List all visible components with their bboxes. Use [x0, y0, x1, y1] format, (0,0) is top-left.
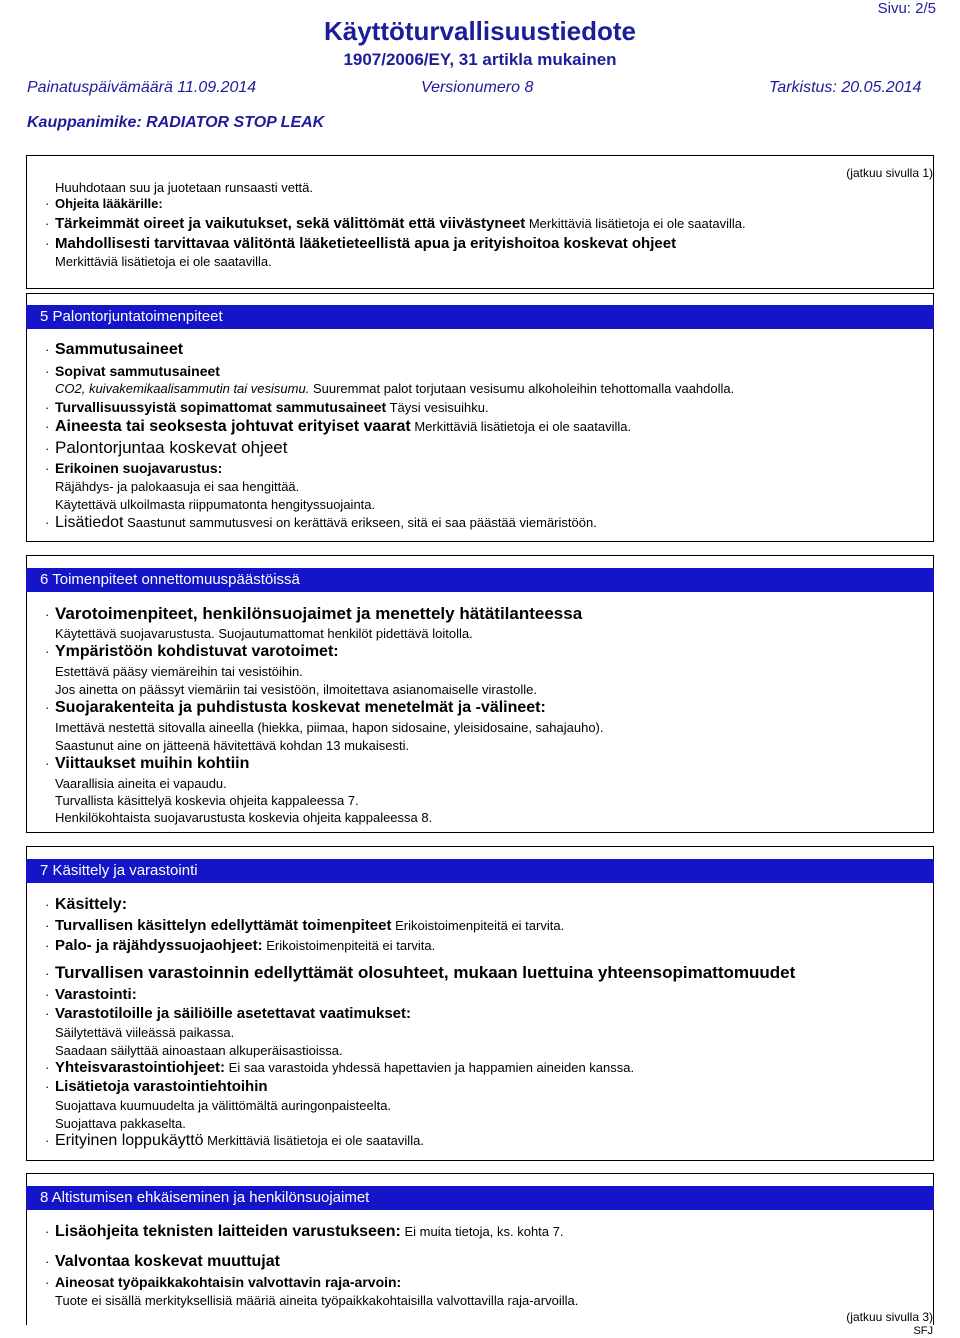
storage-conditions-heading: · Turvallisen varastoinnin edellyttämät olosuhteet, mukaan luettuina yhteensopimattomuudet: [45, 963, 796, 982]
continued-from: (jatkuu sivulla 1): [846, 166, 933, 180]
environmental-precautions-text-1: Estettävä pääsy viemäreihin tai vesistöihin.: [55, 664, 303, 679]
footer-code: SFJ: [913, 1325, 933, 1337]
trade-name: Kauppanimike: RADIATOR STOP LEAK: [27, 114, 325, 131]
handling-heading: · Käsittely:: [45, 896, 128, 913]
references-text-3: Henkilökohtaista suojavarustusta koskevia ohjeita kappaleessa 8.: [55, 810, 433, 825]
unsuitable-media-line: · Turvallisuussyistä sopimattomat sammutusaineet Täysi vesisuihku.: [45, 399, 489, 415]
protective-equipment-heading: · Erikoinen suojavarustus:: [45, 460, 223, 476]
storage-rooms-text-2: Saadaan säilyttää ainoastaan alkuperäisastioissa.: [55, 1043, 343, 1058]
protective-equipment-text-2: Käytettävä ulkoilmasta riippumatonta hengityssuojainta.: [55, 497, 376, 512]
firefighting-advice-heading: · Palontorjuntaa koskevat ohjeet: [45, 438, 288, 457]
storage-further-info-text-2: Suojattava pakkaselta.: [55, 1116, 186, 1131]
medical-attention-text: Merkittäviä lisätietoja ei ole saatavilla.: [55, 254, 272, 269]
storage-rooms-heading: · Varastotiloille ja säiliöille asetettavat vaatimukset:: [45, 1005, 411, 1022]
suitable-media-heading: · Sopivat sammutusaineet: [45, 363, 220, 379]
additional-info-line: · Lisätiedot Saastunut sammutusvesi on kerättävä erikseen, sitä ei saa päästää viemäristöön.: [45, 514, 597, 531]
section-8-title: 8 Altistumisen ehkäiseminen ja henkilönsuojaimet: [26, 1186, 934, 1210]
section-7-title: 7 Käsittely ja varastointi: [26, 859, 934, 883]
joint-storage-line: · Yhteisvarastointiohjeet: Ei saa varastoida yhdessä hapettavien ja happamien aineiden kanssa.: [45, 1059, 635, 1076]
fire-protection-line: · Palo- ja räjähdyssuojaohjeet: Erikoistoimenpiteitä ei tarvita.: [45, 937, 436, 954]
page-number: Sivu: 2/5: [877, 0, 936, 17]
containment-heading: · Suojarakenteita ja puhdistusta koskevat menetelmät ja -välineet:: [45, 699, 546, 716]
environmental-precautions-text-2: Jos ainetta on päässyt viemäriin tai vesistöön, ilmoitettava asianomaiselle virastolle.: [55, 682, 537, 697]
suitable-media-text: CO2, kuivakemikaalisammutin tai vesisumu. Suuremmat palot torjutaan vesisumu alkoholeihin tehottomalla vaahdolla.: [55, 381, 735, 396]
references-text-1: Vaarallisia aineita ei vapaudu.: [55, 776, 227, 791]
storage-heading: · Varastointi:: [45, 986, 137, 1003]
containment-text-2: Saastunut aine on jätteenä hävitettävä kohdan 13 mukaisesti.: [55, 738, 410, 753]
protective-equipment-text-1: Räjähdys- ja palokaasuja ei saa hengittää.: [55, 479, 300, 494]
continued-to: (jatkuu sivulla 3): [846, 1310, 933, 1324]
safe-handling-line: · Turvallisen käsittelyn edellyttämät toimenpiteet Erikoistoimenpiteitä ei tarvita.: [45, 917, 565, 934]
version-number: Versionumero 8: [421, 79, 534, 96]
rinse-text: Huuhdotaan suu ja juotetaan runsaasti vettä.: [55, 180, 314, 195]
document-title: Käyttöturvallisuustiedote: [323, 16, 637, 46]
references-text-2: Turvallista käsittelyä koskevia ohjeita kappaleessa 7.: [55, 793, 359, 808]
extinguishing-media-heading: · Sammutusaineet: [45, 341, 184, 358]
print-date: Painatuspäivämäärä 11.09.2014: [27, 79, 257, 96]
exposure-limits-text: Tuote ei sisällä merkityksellisiä määriä aineita työpaikkakohtaisilla valvottavilla raja-arvoilla.: [55, 1293, 579, 1308]
symptoms-line: · Tärkeimmät oireet ja vaikutukset, sekä välittömät että viivästyneet Merkittäviä lisätietoja ei ole saatavilla.: [45, 215, 746, 232]
exposure-limits-heading: · Aineosat työpaikkakohtaisin valvottavin raja-arvoin:: [45, 1274, 402, 1290]
doctor-advice-heading: · Ohjeita lääkärille:: [45, 196, 163, 211]
storage-further-info-heading: · Lisätietoja varastointiehtoihin: [45, 1078, 268, 1095]
control-parameters-heading: · Valvontaa koskevat muuttujat: [45, 1253, 280, 1270]
technical-equipment-line: · Lisäohjeita teknisten laitteiden varustukseen: Ei muita tietoja, ks. kohta 7.: [45, 1223, 564, 1240]
revision-date: Tarkistus: 20.05.2014: [769, 79, 922, 96]
precautions-heading: · Varotoimenpiteet, henkilönsuojaimet ja menettely hätätilanteessa: [45, 604, 583, 623]
section-5-title: 5 Palontorjuntatoimenpiteet: [26, 305, 934, 329]
references-heading: · Viittaukset muihin kohtiin: [45, 755, 250, 772]
medical-attention-heading: · Mahdollisesti tarvittavaa välitöntä lääketieteellistä apua ja erityishoitoa koskevat ohjeet: [45, 235, 677, 252]
storage-further-info-text-1: Suojattava kuumuudelta ja välittömältä auringonpaisteelta.: [55, 1098, 392, 1113]
document-subtitle: 1907/2006/EY, 31 artikla mukainen: [343, 50, 617, 69]
storage-rooms-text-1: Säilytettävä viileässä paikassa.: [55, 1025, 235, 1040]
section-6-title: 6 Toimenpiteet onnettomuuspäästöissä: [26, 568, 934, 592]
special-hazards-line: · Aineesta tai seoksesta johtuvat erityiset vaarat Merkittäviä lisätietoja ei ole saatavilla.: [45, 418, 632, 435]
containment-text-1: Imettävä nestettä sitovalla aineella (hiekka, piimaa, hapon sidosaine, yleisidosaine, sahajauho).: [55, 720, 604, 735]
precautions-text: Käytettävä suojavarustusta. Suojautumattomat henkilöt pidettävä loitolla.: [55, 626, 473, 641]
specific-end-use-line: · Erityinen loppukäyttö Merkittäviä lisätietoja ei ole saatavilla.: [45, 1132, 424, 1149]
environmental-precautions-heading: · Ympäristöön kohdistuvat varotoimet:: [45, 643, 339, 660]
